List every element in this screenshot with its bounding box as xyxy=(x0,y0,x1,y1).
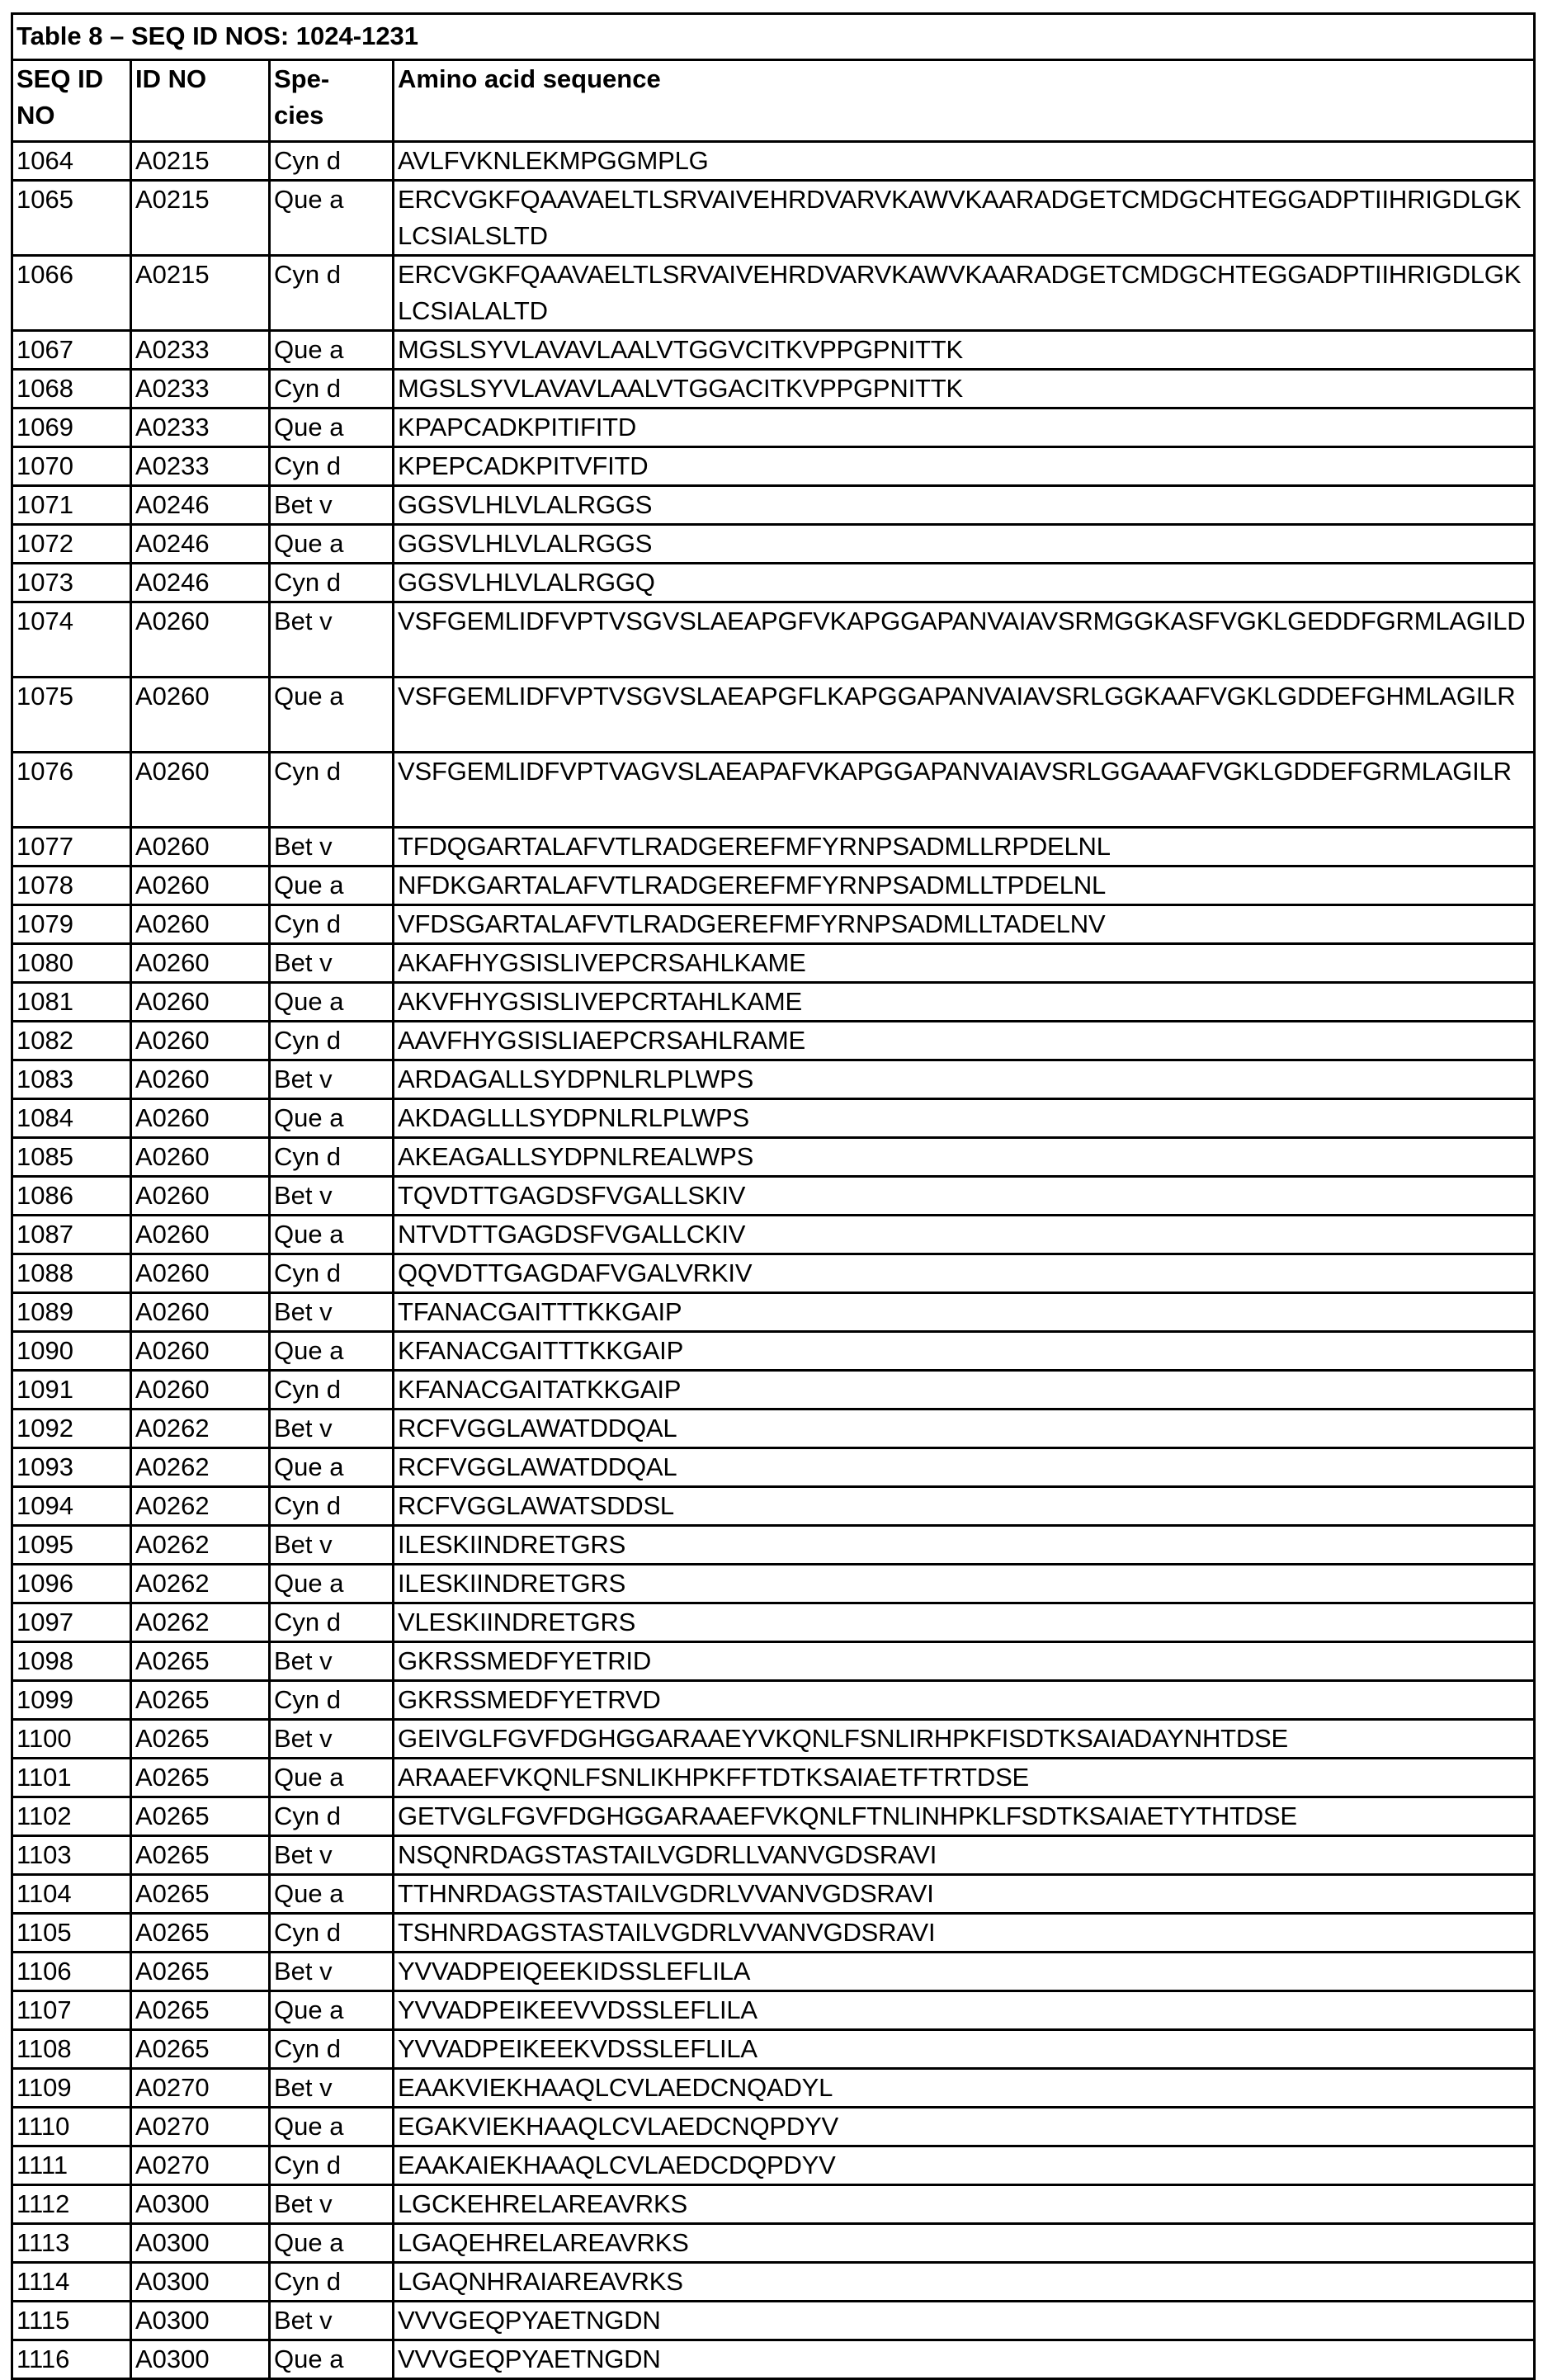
seq-id-cell: 1106 xyxy=(12,1953,131,1991)
seq-id-cell: 1102 xyxy=(12,1797,131,1836)
species-cell: Cyn d xyxy=(270,1138,394,1177)
seq-id-cell: 1094 xyxy=(12,1487,131,1526)
sequence-cell: NSQNRDAGSTASTAILVGDRLLVANVGDSRAVI xyxy=(394,1836,1535,1875)
seq-id-cell: 1070 xyxy=(12,447,131,486)
id-no-cell: A0265 xyxy=(131,1759,270,1797)
species-cell: Cyn d xyxy=(270,142,394,181)
seq-id-cell: 1088 xyxy=(12,1254,131,1293)
seq-id-cell: 1068 xyxy=(12,370,131,408)
id-no-cell: A0270 xyxy=(131,2108,270,2146)
header-id-no: ID NO xyxy=(131,60,270,142)
header-species: Spe- cies xyxy=(270,60,394,142)
species-cell: Bet v xyxy=(270,1720,394,1759)
seq-id-cell: 1109 xyxy=(12,2069,131,2108)
species-cell: Cyn d xyxy=(270,1487,394,1526)
seq-id-cell: 1116 xyxy=(12,2340,131,2379)
species-cell: Cyn d xyxy=(270,2030,394,2069)
sequence-cell: ARAAEFVKQNLFSNLIKHPKFFTDTKSAIAETFTRTDSE xyxy=(394,1759,1535,1797)
sequence-cell: TSHNRDAGSTASTAILVGDRLVVANVGDSRAVI xyxy=(394,1914,1535,1953)
table-row xyxy=(12,1565,1535,1603)
seq-id-cell: 1081 xyxy=(12,983,131,1022)
header-sequence: Amino acid sequence xyxy=(394,60,1535,142)
id-no-cell: A0265 xyxy=(131,1797,270,1836)
seq-id-cell: 1089 xyxy=(12,1293,131,1332)
seq-id-cell: 1086 xyxy=(12,1177,131,1216)
species-cell: Cyn d xyxy=(270,1022,394,1060)
table-row xyxy=(12,256,1535,331)
table-row xyxy=(12,1060,1535,1099)
seq-id-cell: 1105 xyxy=(12,1914,131,1953)
table-row xyxy=(12,1914,1535,1953)
species-cell: Que a xyxy=(270,1216,394,1254)
species-cell: Bet v xyxy=(270,1953,394,1991)
sequence-cell: TFANACGAITTTKKGAIP xyxy=(394,1293,1535,1332)
seq-id-cell: 1079 xyxy=(12,905,131,944)
table-row xyxy=(12,564,1535,602)
species-cell: Cyn d xyxy=(270,370,394,408)
id-no-cell: A0233 xyxy=(131,370,270,408)
species-cell: Que a xyxy=(270,867,394,905)
sequence-cell: GEIVGLFGVFDGHGGARAAEYVKQNLFSNLIRHPKFISDTKSAIADAYNHTDSE xyxy=(394,1720,1535,1759)
id-no-cell: A0260 xyxy=(131,602,270,678)
seq-id-cell: 1072 xyxy=(12,525,131,564)
seq-id-cell: 1066 xyxy=(12,256,131,331)
table-row xyxy=(12,1797,1535,1836)
table-row xyxy=(12,2069,1535,2108)
id-no-cell: A0246 xyxy=(131,486,270,525)
table-row xyxy=(12,1410,1535,1448)
id-no-cell: A0262 xyxy=(131,1410,270,1448)
species-cell: Cyn d xyxy=(270,447,394,486)
table-row xyxy=(12,1642,1535,1681)
table-row xyxy=(12,867,1535,905)
sequence-cell: TTHNRDAGSTASTAILVGDRLVVANVGDSRAVI xyxy=(394,1875,1535,1914)
table-row xyxy=(12,1720,1535,1759)
sequence-cell: AKDAGLLLSYDPNLRLPLWPS xyxy=(394,1099,1535,1138)
id-no-cell: A0270 xyxy=(131,2146,270,2185)
seq-id-cell: 1096 xyxy=(12,1565,131,1603)
seq-id-cell: 1091 xyxy=(12,1371,131,1410)
sequence-cell: KFANACGAITATKKGAIP xyxy=(394,1371,1535,1410)
id-no-cell: A0265 xyxy=(131,1991,270,2030)
seq-id-cell: 1083 xyxy=(12,1060,131,1099)
table-row xyxy=(12,1681,1535,1720)
species-cell: Que a xyxy=(270,2108,394,2146)
species-cell: Que a xyxy=(270,1875,394,1914)
table-row xyxy=(12,2340,1535,2379)
table-row xyxy=(12,525,1535,564)
sequence-cell: RCFVGGLAWATDDQAL xyxy=(394,1448,1535,1487)
table-row xyxy=(12,1836,1535,1875)
table-row xyxy=(12,1953,1535,1991)
seq-id-cell: 1074 xyxy=(12,602,131,678)
seq-id-cell: 1076 xyxy=(12,753,131,828)
seq-id-cell: 1065 xyxy=(12,181,131,256)
species-cell: Cyn d xyxy=(270,1914,394,1953)
id-no-cell: A0300 xyxy=(131,2185,270,2224)
seq-id-cell: 1069 xyxy=(12,408,131,447)
id-no-cell: A0265 xyxy=(131,1681,270,1720)
sequence-cell: YVVADPEIQEEKIDSSLEFLILA xyxy=(394,1953,1535,1991)
seq-id-cell: 1093 xyxy=(12,1448,131,1487)
id-no-cell: A0260 xyxy=(131,983,270,1022)
id-no-cell: A0262 xyxy=(131,1565,270,1603)
sequence-cell: NFDKGARTALAFVTLRADGEREFMFYRNPSADMLLTPDELNL xyxy=(394,867,1535,905)
seq-id-cell: 1107 xyxy=(12,1991,131,2030)
table-row xyxy=(12,944,1535,983)
table-row xyxy=(12,2302,1535,2340)
id-no-cell: A0260 xyxy=(131,1177,270,1216)
sequence-cell: VVVGEQPYAETNGDN xyxy=(394,2340,1535,2379)
table-row xyxy=(12,408,1535,447)
sequence-cell: LGAQNHRAIAREAVRKS xyxy=(394,2263,1535,2302)
table-row xyxy=(12,1022,1535,1060)
table-row xyxy=(12,905,1535,944)
id-no-cell: A0215 xyxy=(131,142,270,181)
table-row xyxy=(12,983,1535,1022)
species-cell: Que a xyxy=(270,2224,394,2263)
species-cell: Bet v xyxy=(270,1642,394,1681)
species-cell: Que a xyxy=(270,1759,394,1797)
seq-id-cell: 1103 xyxy=(12,1836,131,1875)
table-row xyxy=(12,2263,1535,2302)
species-cell: Bet v xyxy=(270,486,394,525)
species-cell: Cyn d xyxy=(270,1681,394,1720)
seq-id-cell: 1067 xyxy=(12,331,131,370)
table-row xyxy=(12,181,1535,256)
id-no-cell: A0246 xyxy=(131,525,270,564)
header-seq-id-no: SEQ ID NO xyxy=(12,60,131,142)
table-row xyxy=(12,1177,1535,1216)
species-cell: Que a xyxy=(270,331,394,370)
table-row xyxy=(12,2224,1535,2263)
species-cell: Cyn d xyxy=(270,905,394,944)
seq-id-cell: 1114 xyxy=(12,2263,131,2302)
table-row xyxy=(12,1603,1535,1642)
species-cell: Bet v xyxy=(270,1410,394,1448)
sequence-cell: RCFVGGLAWATDDQAL xyxy=(394,1410,1535,1448)
species-cell: Cyn d xyxy=(270,1254,394,1293)
id-no-cell: A0300 xyxy=(131,2224,270,2263)
id-no-cell: A0265 xyxy=(131,1836,270,1875)
table-row xyxy=(12,2146,1535,2185)
sequence-cell: VVVGEQPYAETNGDN xyxy=(394,2302,1535,2340)
species-cell: Bet v xyxy=(270,602,394,678)
table-row xyxy=(12,2030,1535,2069)
species-cell: Que a xyxy=(270,1448,394,1487)
id-no-cell: A0260 xyxy=(131,828,270,867)
sequence-cell: LGAQEHRELAREAVRKS xyxy=(394,2224,1535,2263)
table-title-row xyxy=(12,14,1535,60)
id-no-cell: A0262 xyxy=(131,1448,270,1487)
id-no-cell: A0260 xyxy=(131,944,270,983)
id-no-cell: A0233 xyxy=(131,447,270,486)
table-row xyxy=(12,1332,1535,1371)
seq-id-cell: 1071 xyxy=(12,486,131,525)
table-row xyxy=(12,1138,1535,1177)
species-cell: Que a xyxy=(270,1099,394,1138)
sequence-cell: AAVFHYGSISLIAEPCRSAHLRAME xyxy=(394,1022,1535,1060)
species-cell: Bet v xyxy=(270,944,394,983)
id-no-cell: A0215 xyxy=(131,256,270,331)
seq-id-cell: 1110 xyxy=(12,2108,131,2146)
seq-id-cell: 1090 xyxy=(12,1332,131,1371)
seq-id-cell: 1108 xyxy=(12,2030,131,2069)
seq-id-cell: 1099 xyxy=(12,1681,131,1720)
table-row xyxy=(12,753,1535,828)
table-row xyxy=(12,331,1535,370)
id-no-cell: A0270 xyxy=(131,2069,270,2108)
seq-id-cell: 1082 xyxy=(12,1022,131,1060)
species-cell: Que a xyxy=(270,1991,394,2030)
id-no-cell: A0265 xyxy=(131,1875,270,1914)
seq-id-cell: 1095 xyxy=(12,1526,131,1565)
table-row xyxy=(12,678,1535,753)
table-row xyxy=(12,602,1535,678)
table-row xyxy=(12,1216,1535,1254)
sequence-cell: VSFGEMLIDFVPTVSGVSLAEAPGFVKAPGGAPANVAIAVSRMGGKASFVGKLGEDDFGRMLAGILD xyxy=(394,602,1535,678)
species-cell: Bet v xyxy=(270,2185,394,2224)
id-no-cell: A0233 xyxy=(131,331,270,370)
id-no-cell: A0260 xyxy=(131,1216,270,1254)
id-no-cell: A0260 xyxy=(131,1060,270,1099)
id-no-cell: A0260 xyxy=(131,1254,270,1293)
table-row xyxy=(12,1991,1535,2030)
sequence-cell: KPEPCADKPITVFITD xyxy=(394,447,1535,486)
id-no-cell: A0300 xyxy=(131,2263,270,2302)
table-row xyxy=(12,1371,1535,1410)
sequence-cell: AKEAGALLSYDPNLREALWPS xyxy=(394,1138,1535,1177)
table-row xyxy=(12,2185,1535,2224)
sequence-cell: KFANACGAITTTKKGAIP xyxy=(394,1332,1535,1371)
sequence-cell: YVVADPEIKEEKVDSSLEFLILA xyxy=(394,2030,1535,2069)
id-no-cell: A0233 xyxy=(131,408,270,447)
sequence-cell: EAAKVIEKHAAQLCVLAEDCNQADYL xyxy=(394,2069,1535,2108)
species-cell: Cyn d xyxy=(270,2146,394,2185)
species-cell: Bet v xyxy=(270,2302,394,2340)
sequence-cell: YVVADPEIKEEVVDSSLEFLILA xyxy=(394,1991,1535,2030)
sequence-cell: VLESKIINDRETGRS xyxy=(394,1603,1535,1642)
id-no-cell: A0265 xyxy=(131,1914,270,1953)
id-no-cell: A0265 xyxy=(131,1720,270,1759)
seq-id-cell: 1073 xyxy=(12,564,131,602)
table-header-row xyxy=(12,60,1535,142)
sequence-cell: EGAKVIEKHAAQLCVLAEDCNQPDYV xyxy=(394,2108,1535,2146)
id-no-cell: A0262 xyxy=(131,1487,270,1526)
species-cell: Bet v xyxy=(270,1293,394,1332)
id-no-cell: A0265 xyxy=(131,1953,270,1991)
id-no-cell: A0260 xyxy=(131,1293,270,1332)
sequence-cell: VSFGEMLIDFVPTVAGVSLAEAPAFVKAPGGAPANVAIAVSRLGGAAAFVGKLGDDEFGRMLAGILR xyxy=(394,753,1535,828)
sequence-cell: GETVGLFGVFDGHGGARAAEFVKQNLFTNLINHPKLFSDTKSAIAETYTHTDSE xyxy=(394,1797,1535,1836)
sequence-cell: TFDQGARTALAFVTLRADGEREFMFYRNPSADMLLRPDELNL xyxy=(394,828,1535,867)
sequence-cell: ILESKIINDRETGRS xyxy=(394,1565,1535,1603)
seq-id-cell: 1115 xyxy=(12,2302,131,2340)
sequence-cell: VFDSGARTALAFVTLRADGEREFMFYRNPSADMLLTADELNV xyxy=(394,905,1535,944)
seq-id-cell: 1112 xyxy=(12,2185,131,2224)
species-cell: Cyn d xyxy=(270,564,394,602)
species-cell: Cyn d xyxy=(270,1797,394,1836)
sequence-cell: GGSVLHLVLALRGGQ xyxy=(394,564,1535,602)
id-no-cell: A0265 xyxy=(131,1642,270,1681)
id-no-cell: A0262 xyxy=(131,1526,270,1565)
seq-id-cell: 1078 xyxy=(12,867,131,905)
species-cell: Que a xyxy=(270,678,394,753)
table-row xyxy=(12,1487,1535,1526)
species-cell: Bet v xyxy=(270,1836,394,1875)
sequence-cell: MGSLSYVLAVAVLAALVTGGVCITKVPPGPNITTK xyxy=(394,331,1535,370)
table-body xyxy=(12,142,1535,2379)
document-page xyxy=(11,12,1536,2380)
table-row xyxy=(12,1099,1535,1138)
species-cell: Bet v xyxy=(270,1060,394,1099)
id-no-cell: A0260 xyxy=(131,1022,270,1060)
sequence-cell: NTVDTTGAGDSFVGALLCKIV xyxy=(394,1216,1535,1254)
sequence-cell: GKRSSMEDFYETRID xyxy=(394,1642,1535,1681)
seq-id-cell: 1097 xyxy=(12,1603,131,1642)
species-cell: Que a xyxy=(270,525,394,564)
seq-id-cell: 1100 xyxy=(12,1720,131,1759)
species-cell: Cyn d xyxy=(270,753,394,828)
sequence-cell: GKRSSMEDFYETRVD xyxy=(394,1681,1535,1720)
sequence-cell: GGSVLHLVLALRGGS xyxy=(394,486,1535,525)
table-row xyxy=(12,1254,1535,1293)
seq-id-cell: 1077 xyxy=(12,828,131,867)
sequence-cell: KPAPCADKPITIFITD xyxy=(394,408,1535,447)
seq-id-cell: 1085 xyxy=(12,1138,131,1177)
species-cell: Que a xyxy=(270,181,394,256)
seq-id-cell: 1084 xyxy=(12,1099,131,1138)
id-no-cell: A0260 xyxy=(131,1099,270,1138)
species-cell: Bet v xyxy=(270,828,394,867)
sequence-cell: ERCVGKFQAAVAELTLSRVAIVEHRDVARVKAWVKAARADGETCMDGCHTEGGADPTIIHRIGDLGKLCSIALSLTD xyxy=(394,181,1535,256)
sequence-cell: EAAKAIEKHAAQLCVLAEDCDQPDYV xyxy=(394,2146,1535,2185)
sequence-cell: ERCVGKFQAAVAELTLSRVAIVEHRDVARVKAWVKAARADGETCMDGCHTEGGADPTIIHRIGDLGKLCSIALALTD xyxy=(394,256,1535,331)
species-cell: Que a xyxy=(270,2340,394,2379)
species-cell: Cyn d xyxy=(270,2263,394,2302)
seq-id-cell: 1098 xyxy=(12,1642,131,1681)
id-no-cell: A0262 xyxy=(131,1603,270,1642)
species-cell: Bet v xyxy=(270,1177,394,1216)
table-row xyxy=(12,1875,1535,1914)
sequence-table xyxy=(11,12,1536,2380)
sequence-cell: AKVFHYGSISLIVEPCRTAHLKAME xyxy=(394,983,1535,1022)
sequence-cell: AKAFHYGSISLIVEPCRSAHLKAME xyxy=(394,944,1535,983)
seq-id-cell: 1064 xyxy=(12,142,131,181)
species-cell: Bet v xyxy=(270,1526,394,1565)
species-cell: Que a xyxy=(270,1565,394,1603)
table-row xyxy=(12,486,1535,525)
id-no-cell: A0260 xyxy=(131,678,270,753)
species-cell: Que a xyxy=(270,983,394,1022)
sequence-cell: TQVDTTGAGDSFVGALLSKIV xyxy=(394,1177,1535,1216)
table-row xyxy=(12,370,1535,408)
table-row xyxy=(12,447,1535,486)
table-row xyxy=(12,1293,1535,1332)
seq-id-cell: 1080 xyxy=(12,944,131,983)
sequence-cell: LGCKEHRELAREAVRKS xyxy=(394,2185,1535,2224)
table-title: Table 8 – SEQ ID NOS: 1024-1231 xyxy=(12,14,1535,60)
sequence-cell: VSFGEMLIDFVPTVSGVSLAEAPGFLKAPGGAPANVAIAVSRLGGKAAFVGKLGDDEFGHMLAGILR xyxy=(394,678,1535,753)
id-no-cell: A0265 xyxy=(131,2030,270,2069)
id-no-cell: A0246 xyxy=(131,564,270,602)
sequence-cell: GGSVLHLVLALRGGS xyxy=(394,525,1535,564)
seq-id-cell: 1092 xyxy=(12,1410,131,1448)
sequence-cell: ARDAGALLSYDPNLRLPLWPS xyxy=(394,1060,1535,1099)
sequence-cell: MGSLSYVLAVAVLAALVTGGACITKVPPGPNITTK xyxy=(394,370,1535,408)
seq-id-cell: 1113 xyxy=(12,2224,131,2263)
seq-id-cell: 1104 xyxy=(12,1875,131,1914)
species-cell: Que a xyxy=(270,408,394,447)
id-no-cell: A0215 xyxy=(131,181,270,256)
table-row xyxy=(12,828,1535,867)
seq-id-cell: 1075 xyxy=(12,678,131,753)
sequence-cell: QQVDTTGAGDAFVGALVRKIV xyxy=(394,1254,1535,1293)
id-no-cell: A0260 xyxy=(131,753,270,828)
id-no-cell: A0260 xyxy=(131,1138,270,1177)
species-cell: Bet v xyxy=(270,2069,394,2108)
seq-id-cell: 1087 xyxy=(12,1216,131,1254)
seq-id-cell: 1101 xyxy=(12,1759,131,1797)
species-cell: Cyn d xyxy=(270,1371,394,1410)
id-no-cell: A0260 xyxy=(131,1332,270,1371)
sequence-cell: AVLFVKNLEKMPGGMPLG xyxy=(394,142,1535,181)
species-cell: Que a xyxy=(270,1332,394,1371)
id-no-cell: A0300 xyxy=(131,2340,270,2379)
sequence-cell: ILESKIINDRETGRS xyxy=(394,1526,1535,1565)
id-no-cell: A0260 xyxy=(131,905,270,944)
table-row xyxy=(12,142,1535,181)
table-row xyxy=(12,1759,1535,1797)
species-cell: Cyn d xyxy=(270,1603,394,1642)
id-no-cell: A0260 xyxy=(131,867,270,905)
table-row xyxy=(12,2108,1535,2146)
seq-id-cell: 1111 xyxy=(12,2146,131,2185)
id-no-cell: A0260 xyxy=(131,1371,270,1410)
sequence-cell: RCFVGGLAWATSDDSL xyxy=(394,1487,1535,1526)
species-cell: Cyn d xyxy=(270,256,394,331)
table-row xyxy=(12,1448,1535,1487)
table-row xyxy=(12,1526,1535,1565)
id-no-cell: A0300 xyxy=(131,2302,270,2340)
